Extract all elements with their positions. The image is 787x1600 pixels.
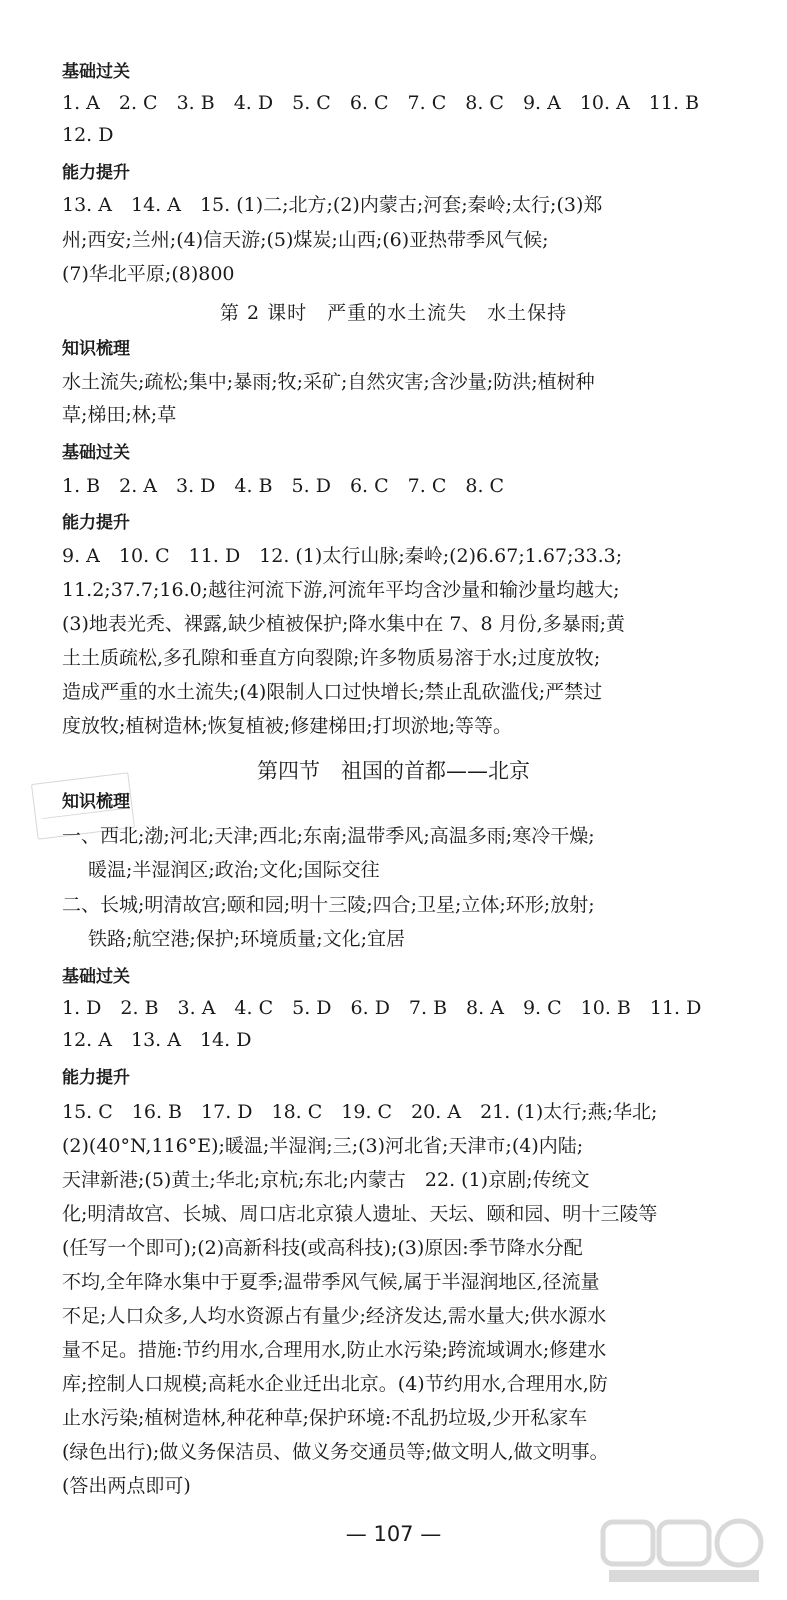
text-line: (任写一个即可);(2)高新科技(或高科技);(3)原因:季节降水分配 <box>62 1237 583 1259</box>
text-line: 量不足。措施:节约用水,合理用水,防止水污染;跨流域调水;修建水 <box>62 1339 607 1361</box>
text-line: 12. D <box>62 124 114 146</box>
watermark-logo <box>599 1516 769 1586</box>
text-line: 15. C 16. B 17. D 18. C 19. C 20. A 21. (1)太行;燕;华北; <box>62 1101 658 1123</box>
heading-basic-2: 基础过关 <box>62 443 130 463</box>
text-line: 1. A 2. C 3. B 4. D 5. C 6. C 7. C 8. C 9. A 10. A 11. B <box>62 92 700 114</box>
text-line: 度放牧;植树造林;恢复植被;修建梯田;打坝淤地;等等。 <box>62 715 513 737</box>
text-line: 9. A 10. C 11. D 12. (1)太行山脉;秦岭;(2)6.67;1.67;33.3; <box>62 545 623 567</box>
text-line: (2)(40°N,116°E);暖温;半湿润;三;(3)河北省;天津市;(4)内陆; <box>62 1135 584 1157</box>
text-line: (绿色出行);做义务保洁员、做义务交通员等;做文明人,做文明事。 <box>62 1441 609 1463</box>
text-line: 不足;人口众多,人均水资源占有量少;经济发达,需水量大;供水源水 <box>62 1305 607 1327</box>
text-line: 土土质疏松,多孔隙和垂直方向裂隙;许多物质易溶于水;过度放牧; <box>62 647 601 669</box>
heading-knowledge-2: 知识梳理 <box>62 339 130 359</box>
text-line: 造成严重的水土流失;(4)限制人口过快增长;禁止乱砍滥伐;严禁过 <box>62 681 603 703</box>
lesson-title: 第 2 课时 严重的水土流失 水土保持 <box>219 302 568 324</box>
text-line: 止水污染;植树造林,种花种草;保护环境:不乱扔垃圾,少开私家车 <box>62 1407 588 1429</box>
text-line: 1. B 2. A 3. D 4. B 5. D 6. C 7. C 8. C <box>62 475 505 497</box>
text-line: 13. A 14. A 15. (1)二;北方;(2)内蒙古;河套;秦岭;太行;(3)郑 <box>62 194 603 216</box>
text-line: 草;梯田;林;草 <box>62 404 177 426</box>
text-line: 铁路;航空港;保护;环境质量;文化;宜居 <box>88 928 406 950</box>
text-line: 二、长城;明清故宫;颐和园;明十三陵;四合;卫星;立体;环形;放射; <box>62 894 595 916</box>
text-line: 1. D 2. B 3. A 4. C 5. D 6. D 7. B 8. A 9. C 10. B 11. D <box>62 997 702 1019</box>
text-line: (7)华北平原;(8)800 <box>62 263 235 285</box>
text-line: (答出两点即可) <box>62 1475 191 1497</box>
heading-ability-1: 能力提升 <box>62 163 130 183</box>
heading-ability-2: 能力提升 <box>62 513 130 533</box>
text-line: 12. A 13. A 14. D <box>62 1029 252 1051</box>
text-line: 11.2;37.7;16.0;越往河流下游,河流年平均含沙量和输沙量均越大; <box>62 579 620 601</box>
page-number: — 107 — <box>345 1522 442 1546</box>
heading-basic-1: 基础过关 <box>62 62 130 82</box>
text-line: 州;西安;兰州;(4)信天游;(5)煤炭;山西;(6)亚热带季风气候; <box>62 229 549 251</box>
text-line: 天津新港;(5)黄土;华北;京杭;东北;内蒙古 22. (1)京剧;传统文 <box>62 1169 590 1191</box>
text-line: 不均,全年降水集中于夏季;温带季风气候,属于半湿润地区,径流量 <box>62 1271 600 1293</box>
text-line: 暖温;半湿润区;政治;文化;国际交往 <box>88 859 380 881</box>
text-line: 库;控制人口规模;高耗水企业迁出北京。(4)节约用水,合理用水,防 <box>62 1373 608 1395</box>
heading-basic-3: 基础过关 <box>62 967 130 987</box>
text-line: 化;明清故宫、长城、周口店北京猿人遗址、天坛、颐和园、明十三陵等 <box>62 1203 658 1225</box>
heading-ability-3: 能力提升 <box>62 1068 130 1088</box>
text-line: 一、西北;渤;河北;天津;西北;东南;温带季风;高温多雨;寒冷干燥; <box>62 825 595 847</box>
section-title: 第四节 祖国的首都——北京 <box>257 759 530 783</box>
text-line: (3)地表光秃、裸露,缺少植被保护;降水集中在 7、8 月份,多暴雨;黄 <box>62 613 626 635</box>
heading-knowledge-3: 知识梳理 <box>62 792 130 812</box>
text-line: 水土流失;疏松;集中;暴雨;牧;采矿;自然灾害;含沙量;防洪;植树种 <box>62 371 595 393</box>
